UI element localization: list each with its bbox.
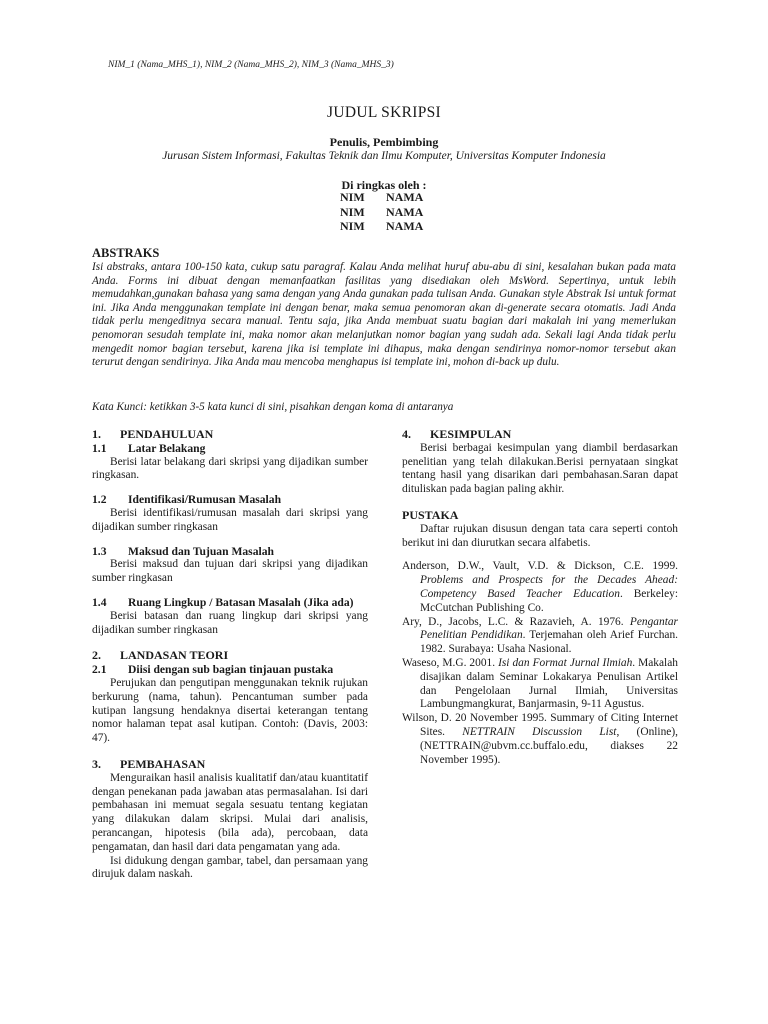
paragraph: Berisi berbagai kesimpulan yang diambil berdasarkan penelitian yang telah dilakukan.Berisi pernyataan singkat tentang hasil yang disarikan dari pembahasan.Saran dapat dituliskan pada bagian paling akhir. bbox=[402, 441, 678, 496]
section-title: PEMBAHASAN bbox=[120, 756, 206, 771]
summarized-by: Di ringkas oleh : bbox=[341, 178, 427, 192]
abstract-body: Isi abstraks, antara 100-150 kata, cukup satu paragraf. Kalau Anda melihat huruf abu-abu di sini, kesalahan bukan pada mata Anda. Forms ini dibuat dengan memanfaatkan fasilitas yang disediakan oleh MsWord. Sepertinya, untuk lebih memudahkan,gunakan bahasa yang sama dengan yang Anda gunakan pada tulisan Anda. Gunakan style Abstrak Isi untuk format ini. Jika Anda menggunakan template ini dengan benar, maka semua penomoran akan di-generate secara otomatis. Jadi Anda tidak perlu mengeditnya secara manual. Tentu saja, jika Anda membuat suatu bagian dari makalah ini yang memerlukan penomoran sesudah template ini, maka nomor akan melanjutkan nomor bagian yang sudah ada. Sekali lagi Anda tidak perlu mengedit nomor bagian tersebut, karena jika isi template ini dihapus, maka dengan sendirinya nomor-nomor tersebut akan terurut dengan sendirinya. Jika Anda mau mencoba menghapus isi template ini, mohon di-back up dulu. bbox=[92, 261, 676, 369]
subsection-title: Ruang Lingkup / Batasan Masalah (Jika ada) bbox=[128, 595, 354, 609]
subsection-heading bbox=[92, 493, 368, 507]
section-title: LANDASAN TEORI bbox=[120, 648, 229, 663]
reference-item bbox=[402, 560, 678, 615]
paragraph: Isi didukung dengan gambar, tabel, dan persamaan yang dirujuk dalam naskah. bbox=[92, 854, 368, 881]
subsection-number: 1.2 bbox=[92, 493, 107, 507]
subsection-heading bbox=[92, 442, 368, 456]
members-table bbox=[340, 190, 423, 234]
subsection-number: 1.1 bbox=[92, 441, 107, 455]
right-column bbox=[402, 428, 678, 767]
subsection-title: Identifikasi/Rumusan Masalah bbox=[128, 493, 282, 507]
member-nama: NAMA bbox=[386, 190, 424, 204]
section-heading bbox=[402, 428, 678, 442]
section-heading bbox=[92, 428, 368, 442]
ref-text: . Terjemahan oleh Arief Furchan. 1982. Surabaya: Usaha Nasional. bbox=[420, 629, 678, 656]
ref-text: Ary, D., Jacobs, L.C. & Razavieh, A. 1976. bbox=[402, 615, 630, 628]
member-row bbox=[340, 219, 423, 234]
ref-text: Waseso, M.G. 2001. bbox=[402, 656, 499, 669]
section-title: PUSTAKA bbox=[402, 507, 459, 522]
section-number: 4. bbox=[402, 427, 411, 441]
section-number: 2. bbox=[92, 648, 101, 663]
subsection-number: 2.1 bbox=[92, 663, 107, 677]
paragraph: Berisi latar belakang dari skripsi yang dijadikan sumber ringkasan. bbox=[92, 455, 368, 482]
affiliation: Jurusan Sistem Informasi, Fakultas Teknik dan Ilmu Komputer, Universitas Komputer Indonesia bbox=[162, 150, 606, 162]
subsection-number: 1.4 bbox=[92, 595, 107, 609]
section-heading bbox=[92, 758, 368, 772]
section-number: 3. bbox=[92, 756, 101, 771]
member-row bbox=[340, 190, 423, 205]
ref-text: Anderson, D.W., Vault, V.D. & Dickson, C.E. 1999. bbox=[402, 560, 678, 573]
ref-text: Wilson, D. 20 November 1995. Summary of Citing Internet Sites. bbox=[402, 712, 678, 738]
subsection-number: 1.3 bbox=[92, 544, 107, 558]
member-nama: NAMA bbox=[386, 204, 424, 219]
reference-list bbox=[402, 560, 678, 767]
ref-text: , (Online), (NETTRAIN@ubvm.cc.buffalo.edu, diakses 22 November 1995). bbox=[420, 725, 678, 766]
section-heading bbox=[92, 649, 368, 663]
member-row bbox=[340, 205, 423, 220]
paragraph: Berisi identifikasi/rumusan masalah dari skripsi yang dijadikan sumber ringkasan bbox=[92, 506, 368, 533]
member-nama: NAMA bbox=[386, 219, 424, 233]
subsection-title: Diisi dengan sub bagian tinjauan pustaka bbox=[128, 663, 334, 677]
left-column bbox=[92, 428, 368, 882]
keywords: Kata Kunci: ketikkan 3-5 kata kunci di sini, pisahkan dengan koma di antaranya bbox=[92, 401, 454, 413]
ref-text: . Makalah disajikan dalam Seminar Lokakarya Penulisan Artikel dan Pengelolaan Jurnal Ilmiah, Universitas Lambungmangkurat, Banjarmasin, 9-11 Agustus. bbox=[420, 656, 678, 711]
subsection-heading bbox=[92, 545, 368, 559]
running-head: NIM_1 (Nama_MHS_1), NIM_2 (Nama_MHS_2), NIM_3 (Nama_MHS_3) bbox=[108, 60, 394, 70]
reference-item bbox=[402, 616, 678, 657]
paper-title: JUDUL SKRIPSI bbox=[327, 104, 441, 121]
section-heading bbox=[402, 509, 678, 523]
authors: Penulis, Pembimbing bbox=[329, 135, 439, 149]
paragraph: Berisi maksud dan tujuan dari skripsi yang dijadikan sumber ringkasan bbox=[92, 558, 368, 585]
section-title: PENDAHULUAN bbox=[120, 427, 214, 441]
ref-title: Isi dan Format Jurnal Ilmiah bbox=[498, 656, 633, 669]
paragraph: Menguraikan hasil analisis kualitatif dan/atau kuantitatif dengan penekanan pada jawaban atas permasalahan. Isi dari pembahasan ini memuat segala sesuatu tentang kegiatan yang dilakukan dalam skripsi. Mulai dari analisis, perancangan, hipotesis (bila ada), percobaan, data pengamatan, dan hasil dari data pengamatan yang ada. bbox=[92, 771, 368, 853]
paragraph: Berisi batasan dan ruang lingkup dari skripsi yang dijadikan sumber ringkasan bbox=[92, 609, 368, 636]
subsection-heading bbox=[92, 596, 368, 610]
ref-text: . Berkeley: McCutchan Publishing Co. bbox=[420, 587, 678, 614]
subsection-title: Latar Belakang bbox=[128, 441, 206, 455]
subsection-title: Maksud dan Tujuan Masalah bbox=[128, 544, 274, 558]
member-nim: NIM bbox=[340, 204, 365, 219]
paragraph: Daftar rujukan disusun dengan tata cara seperti contoh berikut ini dan diurutkan secara alfabetis. bbox=[402, 522, 678, 549]
abstract-heading: ABSTRAKS bbox=[92, 246, 160, 260]
member-nim: NIM bbox=[340, 190, 365, 204]
paragraph: Perujukan dan pengutipan menggunakan teknik rujukan berkurung (nama, tahun). Pencantuman sumber pada kutipan langsung hendaknya disertai keterangan tentang nomor halaman tepat asal kutipan. Contoh: (Davis, 2003: 47). bbox=[92, 676, 368, 745]
section-number: 1. bbox=[92, 427, 101, 441]
subsection-heading bbox=[92, 663, 368, 677]
member-nim: NIM bbox=[340, 219, 365, 233]
reference-item bbox=[402, 712, 678, 767]
ref-title: Problems and Prospects for the Decades Ahead: Competency Based Teacher Education bbox=[420, 574, 678, 600]
ref-title: NETTRAIN Discussion List bbox=[462, 725, 617, 738]
reference-item bbox=[402, 657, 678, 712]
section-title: KESIMPULAN bbox=[430, 427, 512, 441]
ref-title: Pengantar Penelitian Pendidikan bbox=[420, 615, 678, 642]
